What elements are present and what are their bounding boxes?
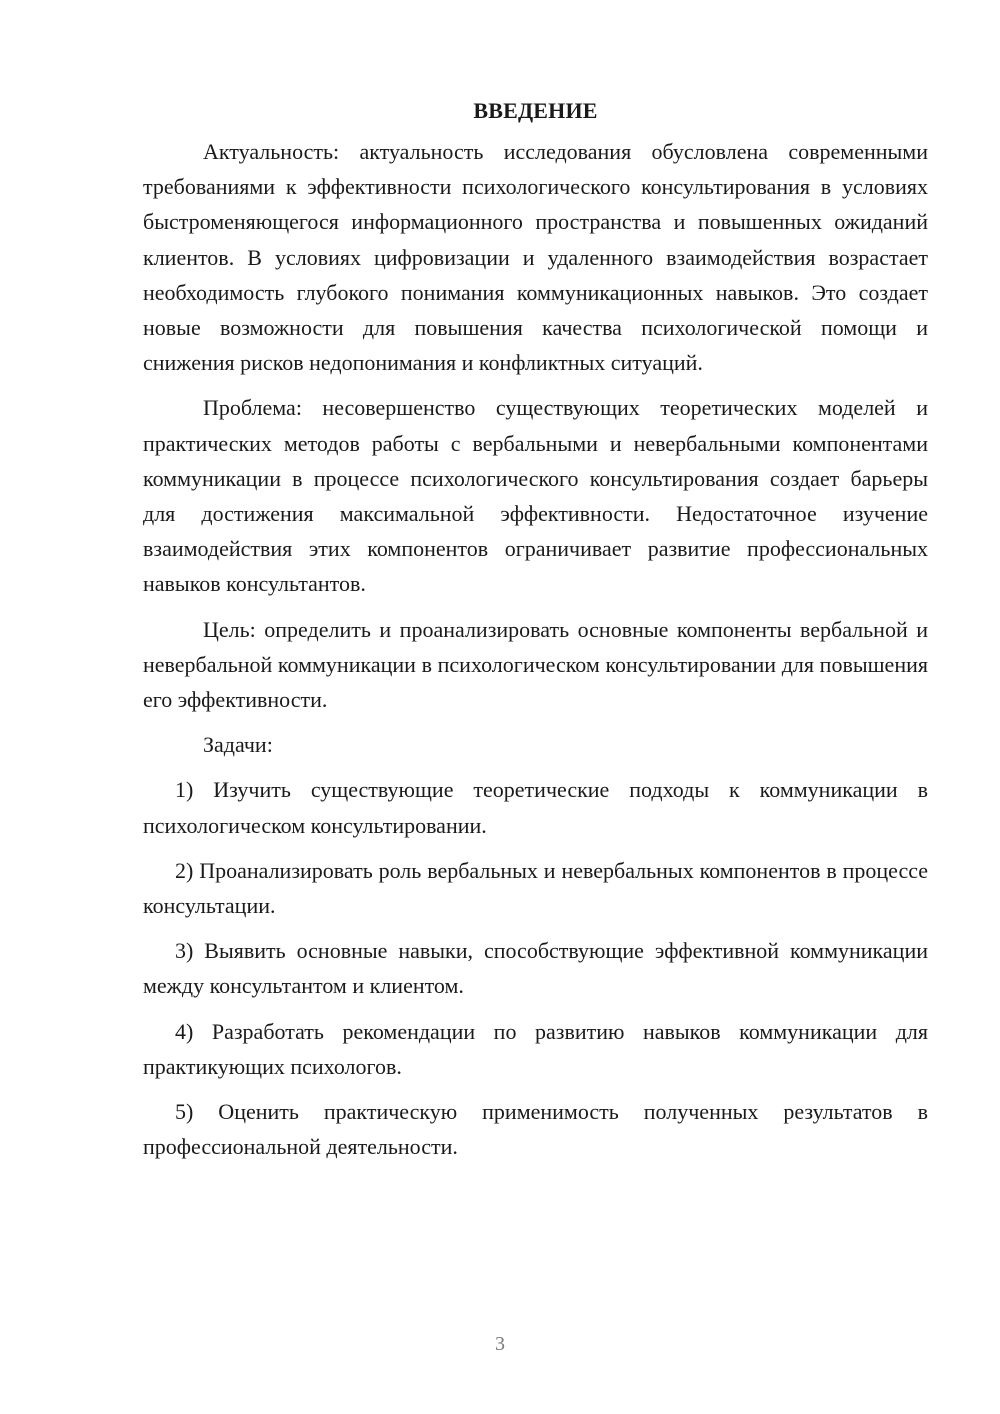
task-item-1: 1) Изучить существующие теоретические подходы к коммуникации в психологическом консультировании. <box>143 777 928 838</box>
task-item-2: 2) Проанализировать роль вербальных и невербальных компонентов в процессе консультации. <box>143 857 928 919</box>
tasks-heading: Задачи: <box>203 732 273 758</box>
task-item-3: 3) Выявить основные навыки, способствующие эффективной коммуникации между консультантом и клиентом. <box>143 938 928 999</box>
paragraph-goal: Цель: определить и проанализировать основные компоненты вербальной и невербальной коммуникации в психологическом консультировании для повышения его эффективности. <box>143 616 928 713</box>
page-number: 3 <box>495 1333 505 1355</box>
task-item-4: 4) Разработать рекомендации по развитию навыков коммуникации для практикующих психологов. <box>143 1018 928 1079</box>
document-page <box>143 96 928 1174</box>
page-title: ВВЕДЕНИЕ <box>473 98 598 123</box>
paragraph-problem: Проблема: несовершенство существующих теоретических моделей и практических методов работы с вербальными и невербальными компонентами коммуникации в процессе психологического консультирования создает барьеры для достижения максимальной эффективности. Недостаточное изучение взаимодействия этих компонентов ограничивает развитие профессиональных навыков консультантов. <box>143 395 928 597</box>
task-item-5: 5) Оценить практическую применимость полученных результатов в профессиональной деятельности. <box>143 1099 928 1160</box>
paragraph-relevance: Актуальность: актуальность исследования обусловлена современными требованиями к эффективности психологического консультирования в условиях быстроменяющегося информационного пространства и повышенных ожиданий клиентов. В условиях цифровизации и удаленного взаимодействия возрастает необходимость глубокого понимания коммуникационных навыков. Это создает новые возможности для повышения качества психологической помощи и снижения рисков недопонимания и конфликтных ситуаций. <box>143 139 928 376</box>
